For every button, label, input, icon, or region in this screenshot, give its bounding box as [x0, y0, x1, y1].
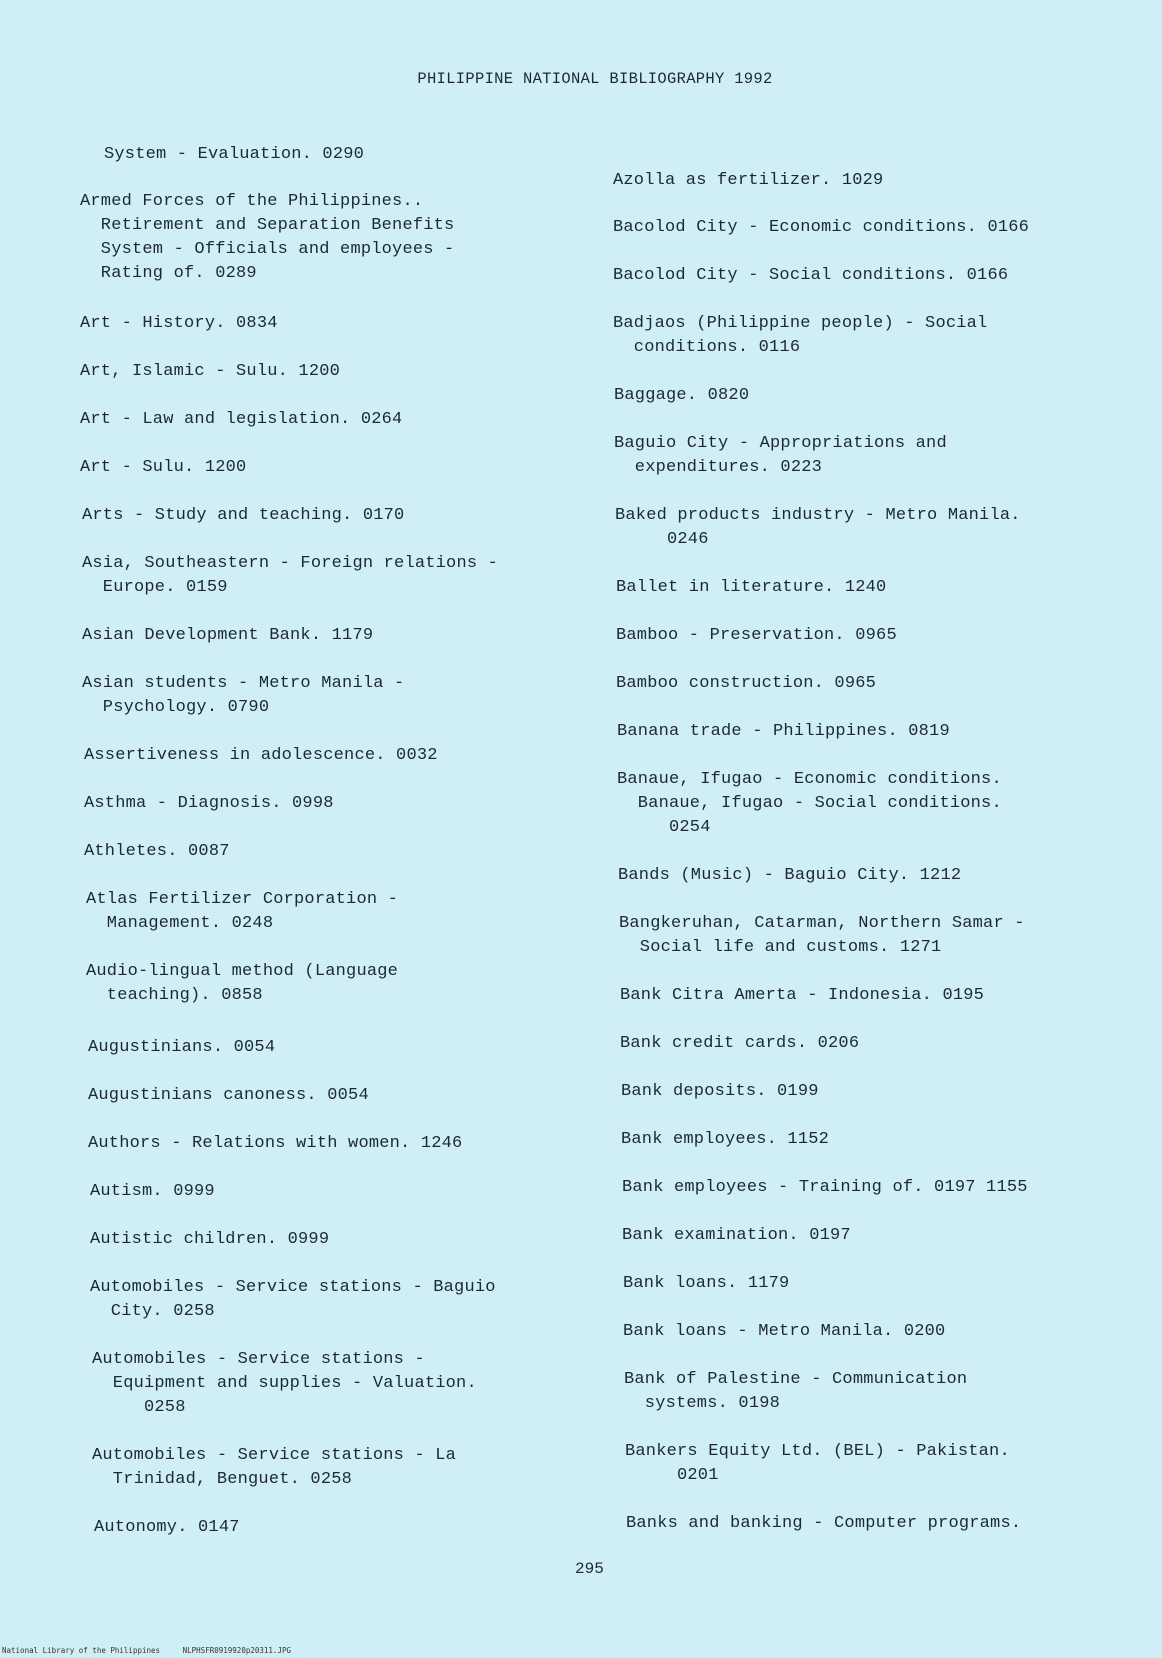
index-entry: Art, Islamic - Sulu. 1200: [80, 362, 341, 381]
index-entry: Bank examination. 0197: [622, 1226, 851, 1245]
index-entry: Bacolod City - Social conditions. 0166: [613, 266, 1009, 285]
index-entry: Assertiveness in adolescence. 0032: [84, 746, 438, 765]
index-entry: Authors - Relations with women. 1246: [88, 1134, 463, 1153]
index-entry: Baggage. 0820: [614, 386, 750, 405]
index-entry: Bank of Palestine - Communication systems. 0198: [624, 1370, 968, 1413]
index-entry: Autistic children. 0999: [90, 1230, 330, 1249]
index-entry: Baguio City - Appropriations and expenditures. 0223: [614, 434, 947, 477]
index-entry: Bank Citra Amerta - Indonesia. 0195: [620, 986, 985, 1005]
index-entry: Augustinians. 0054: [88, 1038, 276, 1057]
index-entry: Automobiles - Service stations - Baguio City. 0258: [90, 1278, 496, 1321]
index-entry: Bands (Music) - Baguio City. 1212: [618, 866, 962, 885]
index-entry: Baked products industry - Metro Manila. 0246: [615, 506, 1021, 549]
index-entry: Atlas Fertilizer Corporation - Management. 0248: [86, 890, 399, 933]
page-title: PHILIPPINE NATIONAL BIBLIOGRAPHY 1992: [417, 70, 773, 88]
index-entry: Bankers Equity Ltd. (BEL) - Pakistan. 0201: [625, 1442, 1010, 1485]
index-entry: Art - Sulu. 1200: [80, 458, 247, 477]
index-entry: Athletes. 0087: [84, 842, 230, 861]
index-entry: Banks and banking - Computer programs.: [626, 1514, 1022, 1533]
scan-footer: National Library of the Philippines NLPHSFR0919920p20311.JPG: [2, 1646, 291, 1655]
index-entry: Banaue, Ifugao - Economic conditions. Banaue, Ifugao - Social conditions. 0254: [617, 770, 1002, 837]
index-entry: Arts - Study and teaching. 0170: [82, 506, 405, 525]
index-entry: Bacolod City - Economic conditions. 0166: [613, 218, 1030, 237]
index-entry: Augustinians canoness. 0054: [88, 1086, 369, 1105]
index-entry: Art - Law and legislation. 0264: [80, 410, 403, 429]
index-entry: Banana trade - Philippines. 0819: [617, 722, 950, 741]
index-entry: Ballet in literature. 1240: [616, 578, 887, 597]
index-entry: Bangkeruhan, Catarman, Northern Samar - Social life and customs. 1271: [619, 914, 1025, 957]
page-number: 295: [575, 1560, 604, 1578]
index-entry: Azolla as fertilizer. 1029: [613, 171, 884, 190]
index-entry: Bamboo - Preservation. 0965: [616, 626, 897, 645]
index-entry: Autism. 0999: [90, 1182, 215, 1201]
index-entry: Badjaos (Philippine people) - Social conditions. 0116: [613, 314, 988, 357]
index-entry: Bank loans. 1179: [623, 1274, 790, 1293]
index-entry: Bank employees. 1152: [621, 1130, 830, 1149]
index-entry: Bank employees - Training of. 0197 1155: [622, 1178, 1028, 1197]
index-entry: Asian students - Metro Manila - Psychology. 0790: [82, 674, 405, 717]
index-entry: Automobiles - Service stations - La Trinidad, Benguet. 0258: [92, 1446, 457, 1489]
index-entry: System - Evaluation. 0290: [104, 145, 365, 164]
index-entry: Bank deposits. 0199: [621, 1082, 819, 1101]
index-entry: Autonomy. 0147: [94, 1518, 240, 1537]
index-entry: Art - History. 0834: [80, 314, 278, 333]
index-entry: Bank loans - Metro Manila. 0200: [623, 1322, 946, 1341]
index-entry: Asia, Southeastern - Foreign relations - Europe. 0159: [82, 554, 499, 597]
index-entry: Armed Forces of the Philippines.. Retirement and Separation Benefits System - Officials and employees - Rating of. 0289: [80, 192, 455, 283]
index-entry: Bamboo construction. 0965: [616, 674, 877, 693]
index-entry: Automobiles - Service stations - Equipment and supplies - Valuation. 0258: [92, 1350, 477, 1417]
index-entry: Bank credit cards. 0206: [620, 1034, 860, 1053]
index-entry: Asian Development Bank. 1179: [82, 626, 374, 645]
index-entry: Asthma - Diagnosis. 0998: [84, 794, 334, 813]
index-entry: Audio-lingual method (Language teaching). 0858: [86, 962, 399, 1005]
